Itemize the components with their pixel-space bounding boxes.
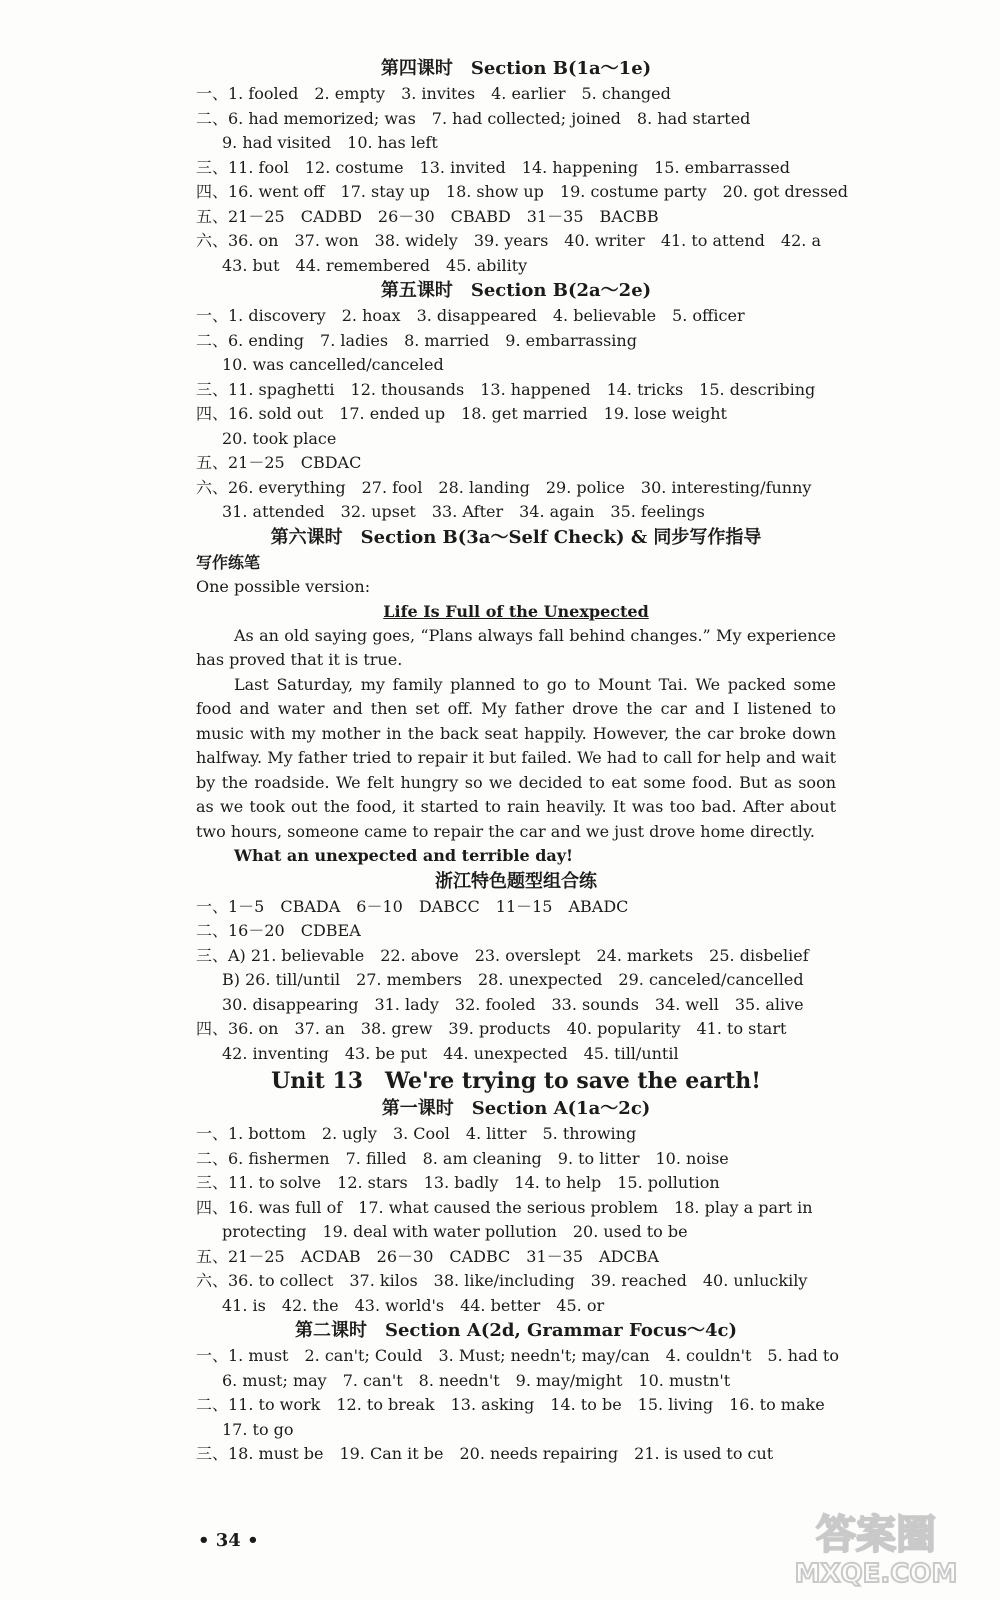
answer-line: B) 26. till/until 27. members 28. unexpected 29. canceled/cancelled xyxy=(222,970,804,989)
answer-line: 五、21－25 ACDAB 26－30 CADBC 31－35 ADCBA xyxy=(196,1246,659,1266)
answer-line: 三、18. must be 19. Can it be 20. needs repairing 21. is used to cut xyxy=(196,1444,774,1463)
answer-line: 43. but 44. remembered 45. ability xyxy=(222,255,528,275)
answer-line: 一、1. fooled 2. empty 3. invites 4. earlier 5. changed xyxy=(196,84,671,103)
watermark-logo xyxy=(766,1500,986,1590)
section-heading: 第四课时 Section B(1a～1e) xyxy=(380,58,652,79)
answer-line: 一、1. must 2. can't; Could 3. Must; needn't; may/can 4. couldn't 5. had to xyxy=(196,1346,839,1365)
answer-line: 三、11. spaghetti 12. thousands 13. happened 14. tricks 15. describing xyxy=(196,379,816,399)
answer-line: 二、6. had memorized; was 7. had collected; joined 8. had started xyxy=(196,108,751,128)
answer-line: 三、A) 21. believable 22. above 23. overslept 24. markets 25. disbelief xyxy=(196,945,809,965)
section-heading: 第一课时 Section A(1a～2c) xyxy=(381,1098,651,1119)
answer-line: 二、16－20 CDBEA xyxy=(196,921,361,940)
answer-line: One possible version: xyxy=(196,577,371,596)
answer-line: 三、11. to solve 12. stars 13. badly 14. to help 15. pollution xyxy=(196,1173,720,1192)
answer-line: 二、11. to work 12. to break 13. asking 14. to be 15. living 16. to make xyxy=(196,1395,825,1414)
answer-line: 一、1. discovery 2. hoax 3. disappeared 4. believable 5. officer xyxy=(196,306,745,325)
page-number: • 34 • xyxy=(198,1530,259,1551)
answer-line: 9. had visited 10. has left xyxy=(222,133,438,152)
essay-closing: What an unexpected and terrible day! xyxy=(234,846,574,865)
answer-line: 六、36. to collect 37. kilos 38. like/including 39. reached 40. unluckily xyxy=(196,1271,808,1290)
watermark-url: MXQE.COM xyxy=(794,1559,958,1589)
unit-title: Unit 13 We're trying to save the earth! xyxy=(271,1068,761,1094)
answer-line: 42. inventing 43. be put 44. unexpected 45. till/until xyxy=(222,1043,679,1063)
answer-line: 四、36. on 37. an 38. grew 39. products 40. popularity 41. to start xyxy=(196,1019,787,1038)
answer-line: 六、36. on 37. won 38. widely 39. years 40. writer 41. to attend 42. a xyxy=(196,231,821,250)
watermark-text: 答案圈 xyxy=(816,1512,936,1558)
answer-line: 31. attended 32. upset 33. After 34. again 35. feelings xyxy=(222,502,705,521)
answer-line: 30. disappearing 31. lady 32. fooled 33. sounds 34. well 35. alive xyxy=(222,994,804,1014)
answer-line: 20. took place xyxy=(222,428,337,448)
answer-line: 17. to go xyxy=(222,1419,294,1439)
essay-paragraph: As an old saying goes, “Plans always fall behind changes.” My experience has proved that it is true. xyxy=(196,625,836,669)
answer-line: 四、16. went off 17. stay up 18. show up 19. costume party 20. got dressed xyxy=(196,182,849,201)
answer-line: 三、11. fool 12. costume 13. invited 14. happening 15. embarrassed xyxy=(196,157,791,177)
section-heading: 第二课时 Section A(2d, Grammar Focus～4c) xyxy=(294,1320,738,1341)
answer-line: 五、21－25 CADBD 26－30 CBABD 31－35 BACBB xyxy=(196,206,659,226)
answer-line: 6. must; may 7. can't 8. needn't 9. may/might 10. mustn't xyxy=(222,1370,731,1390)
answer-line: protecting 19. deal with water pollution 20. used to be xyxy=(222,1222,688,1241)
answer-line: 二、6. ending 7. ladies 8. married 9. embarrassing xyxy=(196,330,637,350)
answer-line: 六、26. everything 27. fool 28. landing 29. police 30. interesting/funny xyxy=(196,477,812,497)
answer-page xyxy=(196,56,849,1467)
section-heading: 浙江特色题型组合练 xyxy=(435,870,597,892)
answer-line: 41. is 42. the 43. world's 44. better 45. or xyxy=(222,1295,605,1315)
essay-title: Life Is Full of the Unexpected xyxy=(383,601,649,621)
answer-line: 五、21－25 CBDAC xyxy=(196,453,362,472)
answer-line: 一、1－5 CBADA 6－10 DABCC 11－15 ABADC xyxy=(196,896,629,916)
answer-line: 四、16. was full of 17. what caused the serious problem 18. play a part in xyxy=(196,1197,813,1217)
answer-line: 一、1. bottom 2. ugly 3. Cool 4. litter 5. throwing xyxy=(196,1124,637,1143)
subsection-label: 写作练笔 xyxy=(196,552,261,572)
section-heading: 第六课时 Section B(3a～Self Check) & 同步写作指导 xyxy=(270,526,762,548)
answer-line: 二、6. fishermen 7. filled 8. am cleaning 9. to litter 10. noise xyxy=(196,1148,729,1168)
answer-line: 10. was cancelled/canceled xyxy=(222,355,444,374)
answer-line: 四、16. sold out 17. ended up 18. get married 19. lose weight xyxy=(196,404,727,423)
essay-paragraph: Last Saturday, my family planned to go to Mount Tai. We packed some food and water and then set off. My father drove the car and I listened to music with my mother in the back seat happily. However, the car broke down halfway. My father tried to repair it but failed. We had to call for help and wait by the roadside. We felt hungry so we decided to eat some food. But as soon as we took out the food, it started to rain heavily. It was too bad. After about two hours, someone came to repair the car and we just drove home directly. xyxy=(196,674,836,841)
section-heading: 第五课时 Section B(2a～2e) xyxy=(380,280,652,301)
